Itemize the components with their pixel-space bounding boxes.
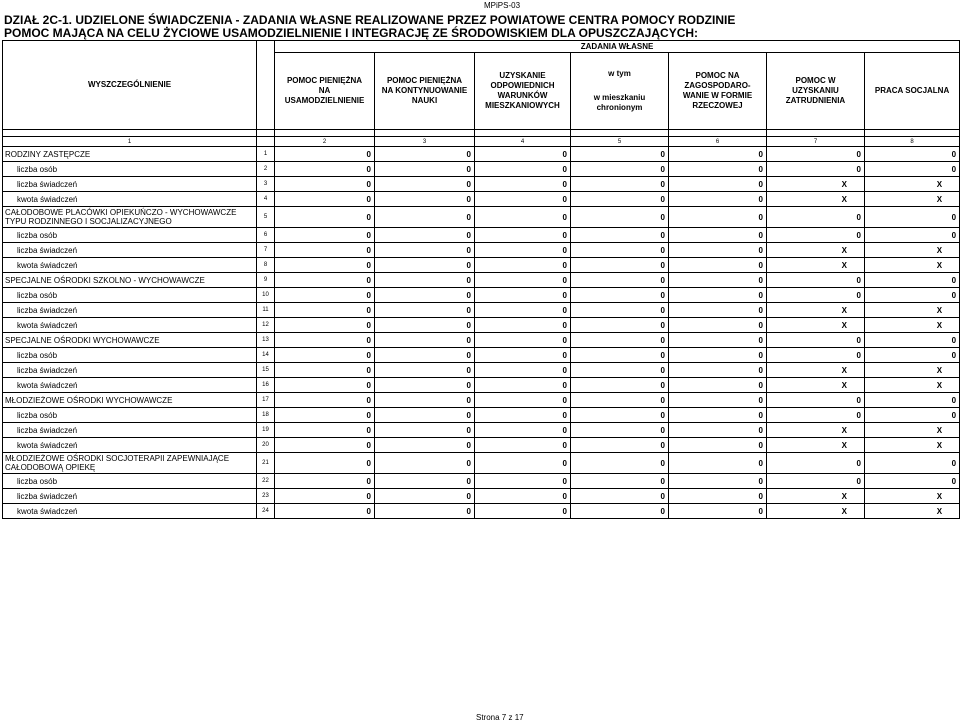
value-cell: 0	[475, 504, 571, 519]
row-number: 20	[257, 438, 275, 453]
value-cell: 0	[375, 438, 475, 453]
table-row	[3, 162, 960, 177]
value-cell: 0	[571, 273, 669, 288]
column-number: 5	[571, 137, 669, 147]
table-row	[3, 504, 960, 519]
value-cell: 0	[475, 348, 571, 363]
value-cell: 0	[865, 207, 960, 228]
value-cell: 0	[475, 363, 571, 378]
value-cell: 0	[865, 162, 960, 177]
row-label: liczba świadczeń	[3, 243, 257, 258]
value-cell: X	[767, 258, 865, 273]
value-cell: X	[865, 423, 960, 438]
row-group-label: MŁODZIEŻOWE OŚRODKI WYCHOWAWCZE	[3, 393, 257, 408]
value-cell: X	[767, 423, 865, 438]
spacer-row	[3, 130, 960, 137]
row-label: liczba świadczeń	[3, 177, 257, 192]
row-number: 1	[257, 147, 275, 162]
value-cell: 0	[275, 318, 375, 333]
value-cell: 0	[571, 288, 669, 303]
column-number: 8	[865, 137, 960, 147]
column-header-6: POMOC W UZYSKANIU ZATRUDNIENIA	[767, 53, 865, 130]
value-cell: 0	[375, 147, 475, 162]
value-cell: 0	[767, 408, 865, 423]
row-label: kwota świadczeń	[3, 378, 257, 393]
row-number: 16	[257, 378, 275, 393]
value-cell: 0	[865, 474, 960, 489]
table-row	[3, 378, 960, 393]
value-cell: 0	[571, 489, 669, 504]
value-cell: 0	[767, 453, 865, 474]
value-cell: X	[865, 504, 960, 519]
table-row	[3, 408, 960, 423]
row-label: liczba osób	[3, 288, 257, 303]
value-cell: 0	[375, 474, 475, 489]
value-cell: X	[865, 192, 960, 207]
value-cell: 0	[669, 408, 767, 423]
value-cell: 0	[767, 207, 865, 228]
value-cell: 0	[865, 453, 960, 474]
value-cell: 0	[375, 378, 475, 393]
row-number: 17	[257, 393, 275, 408]
value-cell: X	[865, 318, 960, 333]
value-cell: X	[865, 243, 960, 258]
value-cell: 0	[275, 258, 375, 273]
page-number: Strona 7 z 17	[476, 713, 524, 722]
value-cell: 0	[475, 378, 571, 393]
value-cell: 0	[275, 228, 375, 243]
value-cell: 0	[475, 273, 571, 288]
row-number: 2	[257, 162, 275, 177]
value-cell: 0	[275, 207, 375, 228]
value-cell: 0	[475, 243, 571, 258]
value-cell: 0	[475, 333, 571, 348]
value-cell: 0	[475, 303, 571, 318]
value-cell: 0	[669, 303, 767, 318]
value-cell: 0	[669, 378, 767, 393]
value-cell: 0	[669, 453, 767, 474]
value-cell: 0	[375, 363, 475, 378]
value-cell: 0	[571, 393, 669, 408]
value-cell: 0	[571, 363, 669, 378]
value-cell: 0	[475, 489, 571, 504]
row-label: liczba osób	[3, 228, 257, 243]
value-cell: 0	[865, 348, 960, 363]
value-cell: 0	[275, 273, 375, 288]
column-number	[257, 137, 275, 147]
value-cell: 0	[669, 207, 767, 228]
column-number: 6	[669, 137, 767, 147]
row-label: kwota świadczeń	[3, 438, 257, 453]
rownum-column-header	[257, 41, 275, 130]
value-cell: 0	[669, 177, 767, 192]
value-cell: 0	[571, 162, 669, 177]
value-cell: X	[767, 192, 865, 207]
value-cell: 0	[865, 393, 960, 408]
row-number: 4	[257, 192, 275, 207]
row-number: 5	[257, 207, 275, 228]
row-label: kwota świadczeń	[3, 258, 257, 273]
table-row	[3, 147, 960, 162]
value-cell: 0	[475, 423, 571, 438]
row-number: 24	[257, 504, 275, 519]
value-cell: 0	[767, 162, 865, 177]
row-label: kwota świadczeń	[3, 504, 257, 519]
value-cell: 0	[669, 258, 767, 273]
table-row	[3, 228, 960, 243]
value-cell: 0	[275, 303, 375, 318]
value-cell: 0	[669, 288, 767, 303]
value-cell: 0	[375, 318, 475, 333]
value-cell: 0	[275, 243, 375, 258]
value-cell: 0	[375, 423, 475, 438]
value-cell: 0	[375, 408, 475, 423]
value-cell: 0	[275, 333, 375, 348]
value-cell: 0	[767, 228, 865, 243]
value-cell: 0	[571, 318, 669, 333]
row-number: 8	[257, 258, 275, 273]
column-header-5: POMOC NA ZAGOSPODARO- WANIE W FORMIE RZECZOWEJ	[669, 53, 767, 130]
value-cell: 0	[571, 207, 669, 228]
row-number: 21	[257, 453, 275, 474]
row-group-label: SPECJALNE OŚRODKI SZKOLNO - WYCHOWAWCZE	[3, 273, 257, 288]
value-cell: 0	[375, 303, 475, 318]
label-column-header: WYSZCZEGÓLNIENIE	[3, 41, 257, 130]
value-cell: 0	[669, 474, 767, 489]
value-cell: 0	[669, 273, 767, 288]
value-cell: 0	[865, 288, 960, 303]
table-row	[3, 207, 960, 228]
table-row	[3, 348, 960, 363]
value-cell: 0	[571, 474, 669, 489]
section-subtitle: POMOC MAJĄCA NA CELU ŻYCIOWE USAMODZIELNIENIE I INTEGRACJĘ ZE ŚRODOWISKIEM DLA OPUSZCZAJĄCYCH:	[4, 26, 699, 40]
value-cell: 0	[767, 348, 865, 363]
row-number: 22	[257, 474, 275, 489]
value-cell: 0	[669, 147, 767, 162]
column-number: 2	[275, 137, 375, 147]
value-cell: 0	[275, 363, 375, 378]
value-cell: 0	[475, 393, 571, 408]
value-cell: 0	[571, 348, 669, 363]
row-number: 7	[257, 243, 275, 258]
value-cell: 0	[571, 303, 669, 318]
row-label: liczba osób	[3, 474, 257, 489]
value-cell: X	[767, 243, 865, 258]
column-header-3: UZYSKANIE ODPOWIEDNICH WARUNKÓW MIESZKANIOWYCH	[475, 53, 571, 130]
row-group-label: CAŁODOBOWE PLACÓWKI OPIEKUŃCZO - WYCHOWAWCZE TYPU RODZINNEGO I SOCJALIZACYJNEGO	[3, 207, 257, 228]
table-row	[3, 333, 960, 348]
value-cell: 0	[475, 408, 571, 423]
value-cell: 0	[375, 228, 475, 243]
value-cell: 0	[669, 333, 767, 348]
table-row	[3, 363, 960, 378]
group-header: ZADANIA WŁASNE	[275, 41, 960, 53]
value-cell: 0	[275, 423, 375, 438]
value-cell: 0	[865, 333, 960, 348]
value-cell: 0	[275, 288, 375, 303]
value-cell: 0	[767, 393, 865, 408]
column-header-4: w tym w mieszkaniu chronionym	[571, 53, 669, 130]
form-code: MPiPS-03	[484, 1, 521, 10]
value-cell: X	[865, 363, 960, 378]
value-cell: X	[767, 177, 865, 192]
value-cell: 0	[669, 363, 767, 378]
value-cell: X	[767, 504, 865, 519]
value-cell: 0	[375, 273, 475, 288]
value-cell: 0	[669, 228, 767, 243]
value-cell: X	[767, 303, 865, 318]
value-cell: 0	[571, 438, 669, 453]
value-cell: 0	[669, 438, 767, 453]
column-number: 4	[475, 137, 571, 147]
table-row	[3, 453, 960, 474]
value-cell: X	[767, 438, 865, 453]
value-cell: 0	[571, 408, 669, 423]
row-number: 11	[257, 303, 275, 318]
value-cell: 0	[275, 147, 375, 162]
value-cell: 0	[475, 147, 571, 162]
table-row	[3, 177, 960, 192]
value-cell: 0	[571, 453, 669, 474]
value-cell: X	[865, 378, 960, 393]
value-cell: 0	[669, 243, 767, 258]
value-cell: 0	[475, 162, 571, 177]
value-cell: X	[865, 489, 960, 504]
value-cell: X	[865, 303, 960, 318]
row-label: liczba osób	[3, 348, 257, 363]
section-title: DZIAŁ 2C-1. UDZIELONE ŚWIADCZENIA - ZADANIA WŁASNE REALIZOWANE PRZEZ POWIATOWE CENTRA POMOCY RODZINIE	[4, 13, 736, 27]
value-cell: 0	[375, 393, 475, 408]
value-cell: 0	[375, 333, 475, 348]
value-cell: 0	[375, 243, 475, 258]
row-label: liczba świadczeń	[3, 423, 257, 438]
value-cell: 0	[275, 474, 375, 489]
table-row	[3, 243, 960, 258]
value-cell: 0	[767, 333, 865, 348]
benefits-table	[2, 40, 960, 519]
value-cell: 0	[375, 348, 475, 363]
value-cell: 0	[375, 192, 475, 207]
table-row	[3, 423, 960, 438]
table-row	[3, 474, 960, 489]
value-cell: 0	[571, 333, 669, 348]
value-cell: 0	[571, 378, 669, 393]
value-cell: X	[865, 177, 960, 192]
value-cell: 0	[475, 177, 571, 192]
value-cell: 0	[275, 378, 375, 393]
table-row	[3, 258, 960, 273]
value-cell: 0	[375, 177, 475, 192]
value-cell: 0	[669, 318, 767, 333]
value-cell: X	[767, 363, 865, 378]
value-cell: 0	[669, 348, 767, 363]
value-cell: 0	[767, 474, 865, 489]
value-cell: 0	[767, 273, 865, 288]
value-cell: 0	[375, 288, 475, 303]
row-label: kwota świadczeń	[3, 318, 257, 333]
row-number: 12	[257, 318, 275, 333]
row-number: 9	[257, 273, 275, 288]
value-cell: 0	[767, 288, 865, 303]
value-cell: 0	[475, 438, 571, 453]
value-cell: 0	[669, 162, 767, 177]
value-cell: 0	[375, 489, 475, 504]
table-row	[3, 393, 960, 408]
value-cell: 0	[669, 192, 767, 207]
value-cell: X	[767, 489, 865, 504]
row-number: 13	[257, 333, 275, 348]
row-number: 19	[257, 423, 275, 438]
value-cell: 0	[669, 423, 767, 438]
value-cell: 0	[865, 147, 960, 162]
column-number: 7	[767, 137, 865, 147]
value-cell: 0	[475, 192, 571, 207]
row-group-label: RODZINY ZASTĘPCZE	[3, 147, 257, 162]
row-number: 6	[257, 228, 275, 243]
row-number: 23	[257, 489, 275, 504]
value-cell: 0	[571, 147, 669, 162]
value-cell: 0	[475, 318, 571, 333]
value-cell: 0	[275, 348, 375, 363]
column-number: 3	[375, 137, 475, 147]
value-cell: 0	[571, 228, 669, 243]
value-cell: 0	[571, 423, 669, 438]
value-cell: 0	[571, 177, 669, 192]
row-label: liczba osób	[3, 408, 257, 423]
table-row	[3, 273, 960, 288]
value-cell: 0	[275, 192, 375, 207]
row-label: liczba świadczeń	[3, 489, 257, 504]
value-cell: 0	[475, 228, 571, 243]
column-header-2: POMOC PIENIĘŻNA NA KONTYNUOWANIE NAUKI	[375, 53, 475, 130]
value-cell: 0	[375, 504, 475, 519]
value-cell: 0	[767, 147, 865, 162]
row-number: 14	[257, 348, 275, 363]
value-cell: 0	[475, 258, 571, 273]
row-label: kwota świadczeń	[3, 192, 257, 207]
value-cell: 0	[865, 228, 960, 243]
value-cell: 0	[275, 489, 375, 504]
value-cell: 0	[571, 192, 669, 207]
row-number: 15	[257, 363, 275, 378]
row-group-label: MŁODZIEŻOWE OŚRODKI SOCJOTERAPII ZAPEWNIAJĄCE CAŁODOBOWĄ OPIEKĘ	[3, 453, 257, 474]
value-cell: 0	[571, 243, 669, 258]
row-label: liczba świadczeń	[3, 363, 257, 378]
value-cell: 0	[865, 408, 960, 423]
row-number: 18	[257, 408, 275, 423]
row-number: 10	[257, 288, 275, 303]
value-cell: 0	[865, 273, 960, 288]
row-label: liczba świadczeń	[3, 303, 257, 318]
value-cell: 0	[275, 408, 375, 423]
value-cell: 0	[571, 258, 669, 273]
value-cell: X	[767, 378, 865, 393]
value-cell: 0	[275, 393, 375, 408]
value-cell: 0	[275, 177, 375, 192]
value-cell: 0	[571, 504, 669, 519]
value-cell: 0	[475, 207, 571, 228]
value-cell: 0	[375, 207, 475, 228]
column-number-row	[3, 137, 960, 147]
value-cell: X	[767, 318, 865, 333]
value-cell: 0	[275, 162, 375, 177]
table-row	[3, 303, 960, 318]
row-group-label: SPECJALNE OŚRODKI WYCHOWAWCZE	[3, 333, 257, 348]
value-cell: 0	[275, 453, 375, 474]
value-cell: 0	[475, 474, 571, 489]
table-row	[3, 489, 960, 504]
value-cell: X	[865, 258, 960, 273]
value-cell: 0	[375, 453, 475, 474]
table-row	[3, 192, 960, 207]
value-cell: 0	[475, 453, 571, 474]
row-number: 3	[257, 177, 275, 192]
value-cell: 0	[275, 438, 375, 453]
table-row	[3, 438, 960, 453]
column-number: 1	[3, 137, 257, 147]
value-cell: 0	[375, 162, 475, 177]
value-cell: 0	[375, 258, 475, 273]
value-cell: 0	[475, 288, 571, 303]
row-label: liczba osób	[3, 162, 257, 177]
value-cell: 0	[669, 393, 767, 408]
table-row	[3, 318, 960, 333]
value-cell: 0	[669, 489, 767, 504]
column-header-7: PRACA SOCJALNA	[865, 53, 960, 130]
column-header-1: POMOC PIENIĘŻNA NA USAMODZIELNIENIE	[275, 53, 375, 130]
value-cell: 0	[669, 504, 767, 519]
table-row	[3, 288, 960, 303]
value-cell: X	[865, 438, 960, 453]
value-cell: 0	[275, 504, 375, 519]
